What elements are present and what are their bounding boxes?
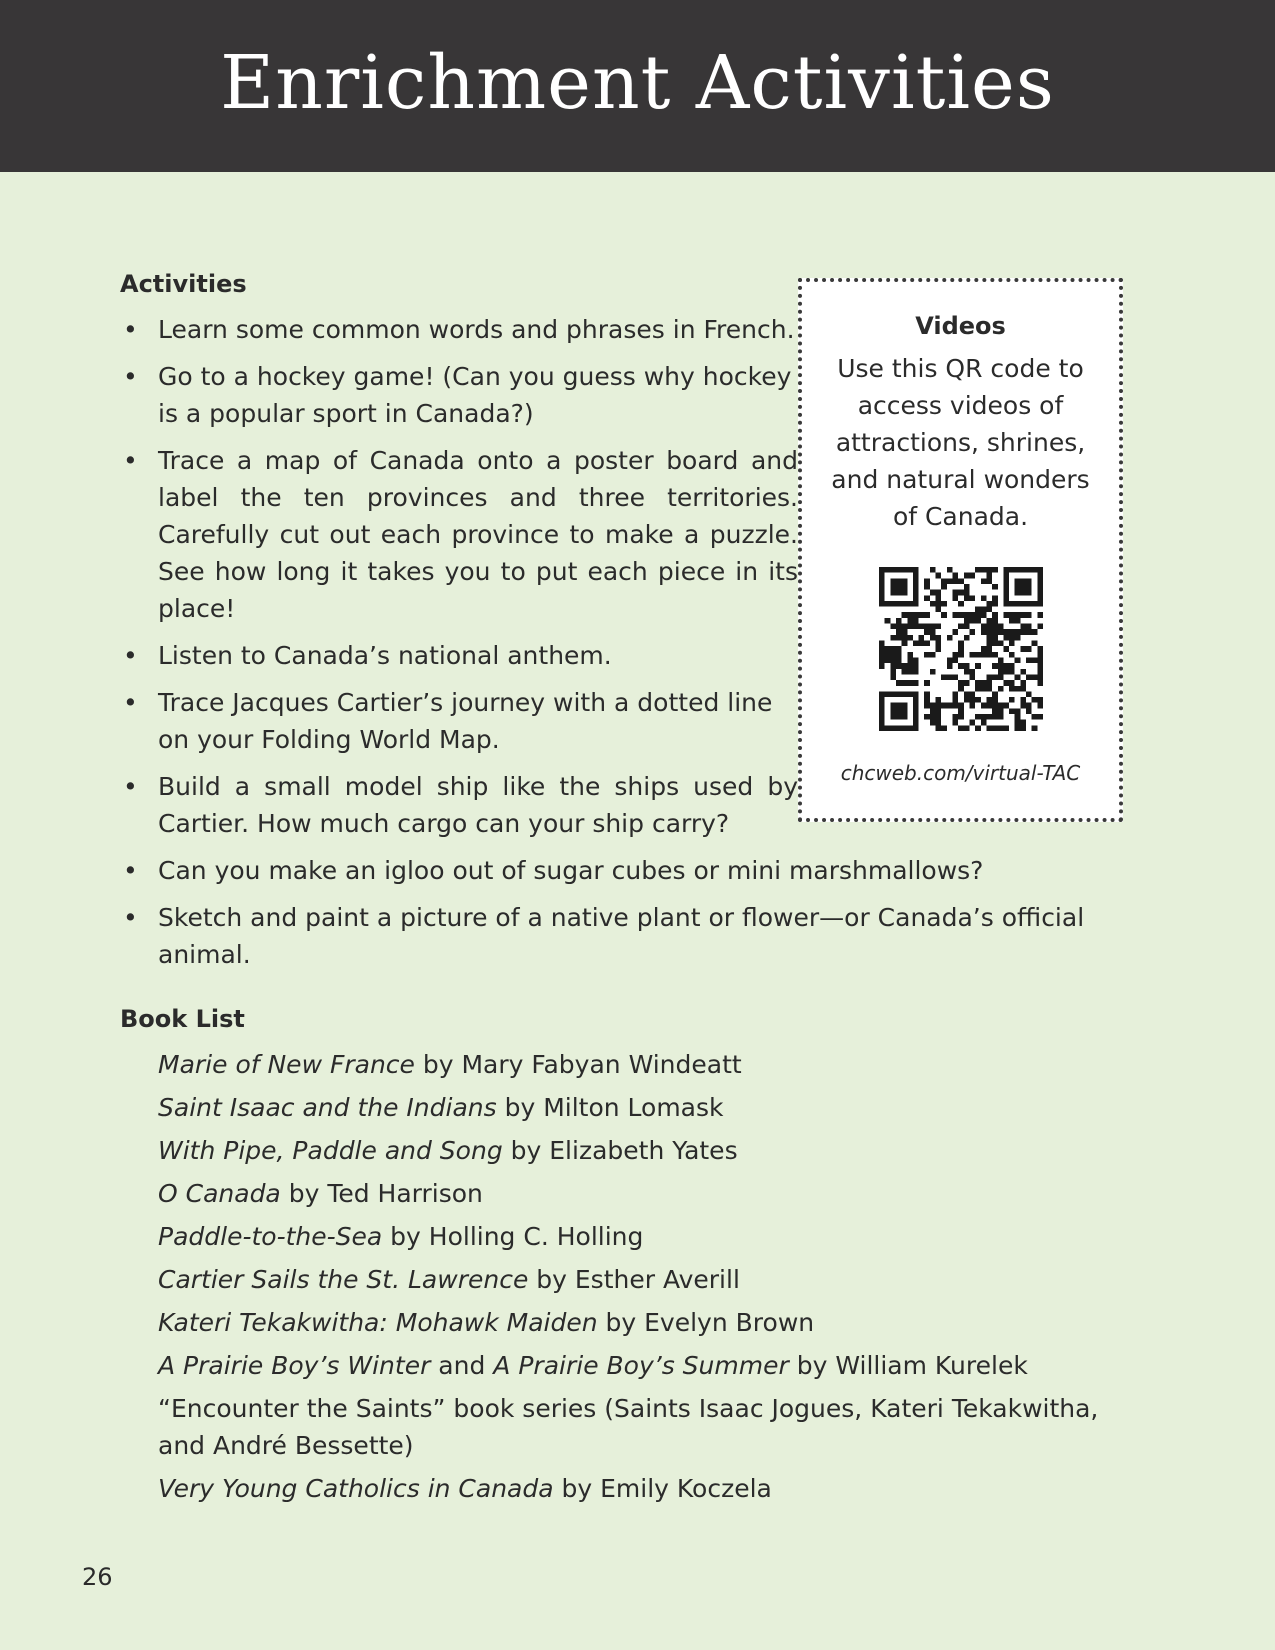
activity-item: • Learn some common words and phrases in French. [120, 311, 798, 348]
book-item [158, 1046, 1130, 1083]
book-author: by Milton Lomask [496, 1093, 724, 1122]
book-title: A Prairie Boy’s Summer [493, 1351, 789, 1380]
book-item [158, 1470, 1130, 1507]
book-item [158, 1175, 1130, 1212]
page-number: 26 [82, 1563, 113, 1591]
book-series: “Encounter the Saints” book series (Saints Isaac Jogues, Kateri Tekakwitha, and André Bessette) [158, 1394, 1099, 1460]
book-title: Marie of New France [158, 1050, 415, 1079]
book-author: by Esther Averill [528, 1265, 740, 1294]
activity-item: • Trace a map of Canada onto a poster board and label the ten provinces and three territories. Carefully cut out each province to make a puzzle. See how long it takes you to put each piece in its place! [120, 442, 798, 627]
book-title: A Prairie Boy’s Winter [158, 1351, 431, 1380]
book-author: by William Kurelek [788, 1351, 1028, 1380]
book-title: O Canada [158, 1179, 281, 1208]
book-item [158, 1132, 1130, 1169]
book-item [158, 1390, 1130, 1464]
book-item [158, 1347, 1130, 1384]
videos-title: Videos [915, 312, 1006, 340]
book-title: Cartier Sails the St. Lawrence [158, 1265, 529, 1294]
book-item [158, 1218, 1130, 1255]
book-author: by Evelyn Brown [597, 1308, 815, 1337]
book-title: Saint Isaac and the Indians [158, 1093, 497, 1122]
book-author: by Holling C. Holling [382, 1222, 644, 1251]
videos-description: Use this QR code to access videos of attractions, shrines, and natural wonders of Canada. [831, 354, 1090, 531]
qr-code-icon[interactable] [879, 567, 1043, 731]
book-title: Kateri Tekakwitha: Mohawk Maiden [158, 1308, 598, 1337]
book-item [158, 1304, 1130, 1341]
videos-url[interactable]: chcweb.com/virtual-TAC [840, 761, 1081, 785]
book-list [120, 1046, 1130, 1507]
book-title: Paddle-to-the-Sea [158, 1222, 383, 1251]
activities-heading: Activities [120, 270, 247, 298]
activity-item: • Build a small model ship like the ships used by Cartier. How much cargo can your ship carry? [120, 768, 798, 842]
book-connector: and [430, 1351, 494, 1380]
book-title: Very Young Catholics in Canada [158, 1474, 554, 1503]
book-author: by Emily Koczela [553, 1474, 772, 1503]
activity-item: • Go to a hockey game! (Can you guess why hockey is a popular sport in Canada?) [120, 358, 798, 432]
book-item [158, 1089, 1130, 1126]
book-author: by Mary Fabyan Windeatt [414, 1050, 742, 1079]
book-title: With Pipe, Paddle and Song [158, 1136, 503, 1165]
book-author: by Ted Harrison [280, 1179, 483, 1208]
page-title: Enrichment Activities [220, 40, 1055, 126]
book-item [158, 1261, 1130, 1298]
book-list-heading: Book List [120, 1005, 245, 1033]
page-header [0, 0, 1275, 172]
videos-callout [798, 278, 1123, 822]
activity-item: • Sketch and paint a picture of a native plant or flower—or Canada’s official animal. [120, 899, 1130, 973]
activity-item: • Listen to Canada’s national anthem. [120, 637, 798, 674]
activity-item: • Can you make an igloo out of sugar cubes or mini marshmallows? [120, 852, 1130, 889]
activity-item: • Trace Jacques Cartier’s journey with a dotted line on your Folding World Map. [120, 684, 798, 758]
book-author: by Elizabeth Yates [502, 1136, 738, 1165]
